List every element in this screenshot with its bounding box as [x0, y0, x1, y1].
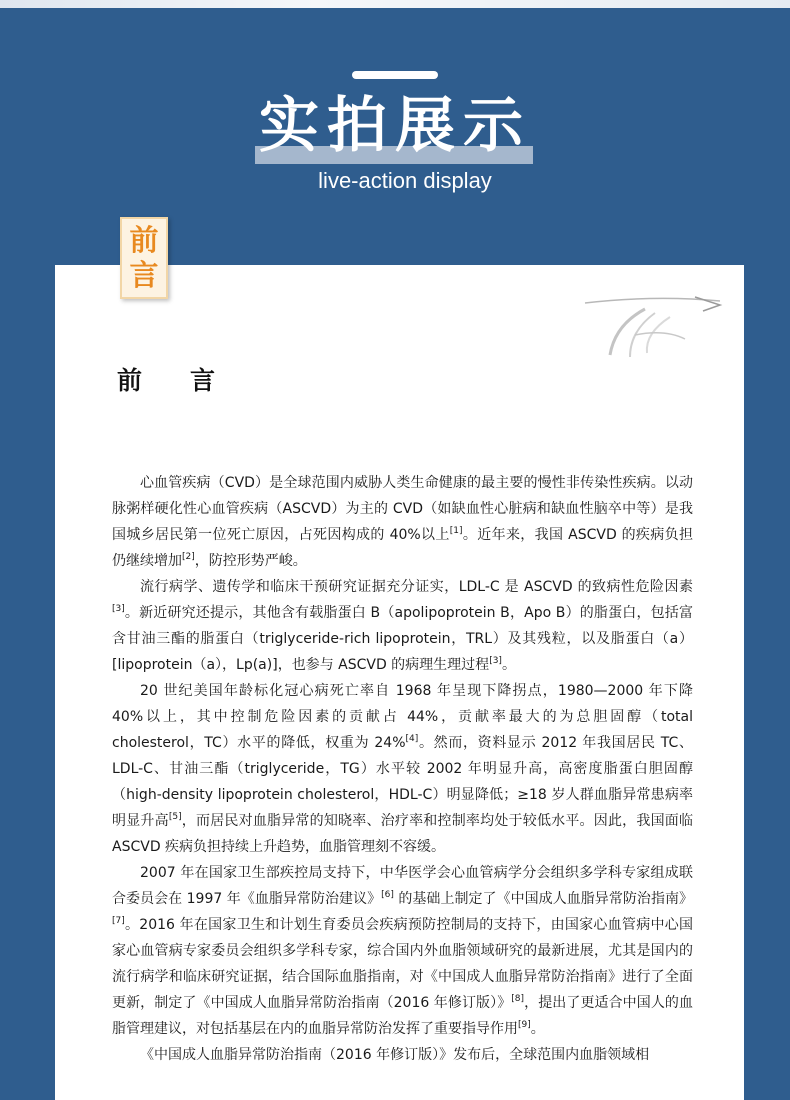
citation-marker: [6]: [381, 890, 394, 900]
banner-title-text: 实拍展示: [259, 91, 531, 161]
body-paragraph: [112, 574, 693, 678]
section-tag: [120, 217, 168, 299]
paragraph-text: ，防控形势严峻。: [194, 553, 307, 569]
citation-marker: [3]: [112, 604, 125, 614]
document-heading-char-2: 言: [190, 366, 216, 395]
document-heading: [117, 361, 215, 397]
body-paragraph: [112, 470, 693, 574]
decorative-bar: [352, 71, 438, 79]
document-body: [112, 470, 693, 1068]
paragraph-text: 流行病学、遗传学和临床干预研究证据充分证实，LDL-C 是 ASCVD 的致病性危险因素: [140, 579, 693, 595]
paragraph-text: 心血管疾病（CVD）是全球范围内威胁人类生命健康的最主要的慢性非传染性疾病。以动脉粥样硬化性心血管疾病（ASCVD）为主的 CVD（如缺血性心脏病和缺血性脑卒中等）是我国城乡居民第一位死亡原因，占死因构成的 40%以上: [112, 475, 693, 543]
citation-marker: [4]: [405, 734, 419, 744]
banner-subtitle: live-action display: [318, 168, 492, 193]
paragraph-text: 。: [530, 1021, 545, 1037]
paragraph-text: 。然而，资料显示 2012 年我国居民 TC、LDL-C、甘油三酯（triglyceride，TG）水平较 2002 年明显升高，高密度脂蛋白胆固醇（high-density lipoprotein cholesterol，HDL-C）明显降低；≥18 岁人群血脂异常患病率明显升高: [112, 735, 693, 829]
section-tag-char-2: 言: [129, 258, 159, 292]
body-paragraph: [112, 1042, 693, 1068]
citation-marker: [9]: [518, 1020, 531, 1030]
paragraph-text: 。: [501, 657, 516, 673]
paragraph-text: 20 世纪美国年龄标化冠心病死亡率自 1968 年呈现下降拐点，1980—2000 年下降 40%以上，其中控制危险因素的贡献占 44%，贡献率最大的为总胆固醇（total cholesterol，TC）水平的降低，权重为 24%: [112, 683, 693, 751]
citation-marker: [2]: [182, 552, 195, 562]
body-paragraph: [112, 678, 693, 860]
banner-title: [255, 86, 535, 166]
paragraph-text: 《中国成人血脂异常防治指南（2016 年修订版）》发布后，全球范围内血脂领域相: [140, 1047, 650, 1063]
top-photo-strip: [0, 0, 790, 8]
citation-marker: [7]: [112, 916, 125, 926]
body-paragraph: [112, 860, 693, 1042]
document-page: [55, 265, 744, 1100]
citation-marker: [5]: [168, 812, 182, 822]
paragraph-text: 。2016 年在国家卫生和计划生育委员会疾病预防控制局的支持下，由国家心血管病中心国家心血管病专家委员会组织多学科专家，综合国内外血脂领域研究的最新进展，尤其是国内的流行病学和临床研究证据，结合国际血脂指南，对《中国成人血脂异常防治指南》进行了全面更新，制定了《中国成人血脂异常防治指南（2016 年修订版）》: [112, 917, 693, 1011]
citation-marker: [1]: [449, 526, 463, 536]
paragraph-text: ，提出了更适合中国人的血脂管理建议，对包括基层在内的血脂异常防治发挥了重要指导作用: [112, 995, 694, 1037]
paragraph-text: 的基础上制定了《中国成人血脂异常防治指南》: [393, 891, 694, 907]
paragraph-text: 。近年来，我国 ASCVD 的疾病负担仍继续增加: [112, 527, 693, 569]
citation-marker: [8]: [511, 994, 525, 1004]
section-tag-char-1: 前: [129, 223, 159, 257]
paragraph-text: 。新近研究还提示，其他含有载脂蛋白 B（apolipoprotein B，Apo B）的脂蛋白，包括富含甘油三酯的脂蛋白（triglyceride-rich lipoprotein，TRL）及其残粒，以及脂蛋白（a）[lipoprotein（a），Lp(a)]，也参与 ASCVD 的病理生理过程: [112, 605, 693, 673]
paragraph-text: ，而居民对血脂异常的知晓率、治疗率和控制率均处于较低水平。因此，我国面临 ASCVD 疾病负担持续上升趋势，血脂管理刻不容缓。: [112, 813, 694, 855]
citation-marker: [3]: [489, 656, 502, 666]
ink-sketch-decoration: [575, 295, 725, 365]
document-heading-char-1: 前: [117, 366, 143, 395]
paragraph-text: 2007 年在国家卫生部疾控局支持下，中华医学会心血管病学分会组织多学科专家组成联合委员会在 1997 年《血脂异常防治建议》: [112, 865, 693, 907]
